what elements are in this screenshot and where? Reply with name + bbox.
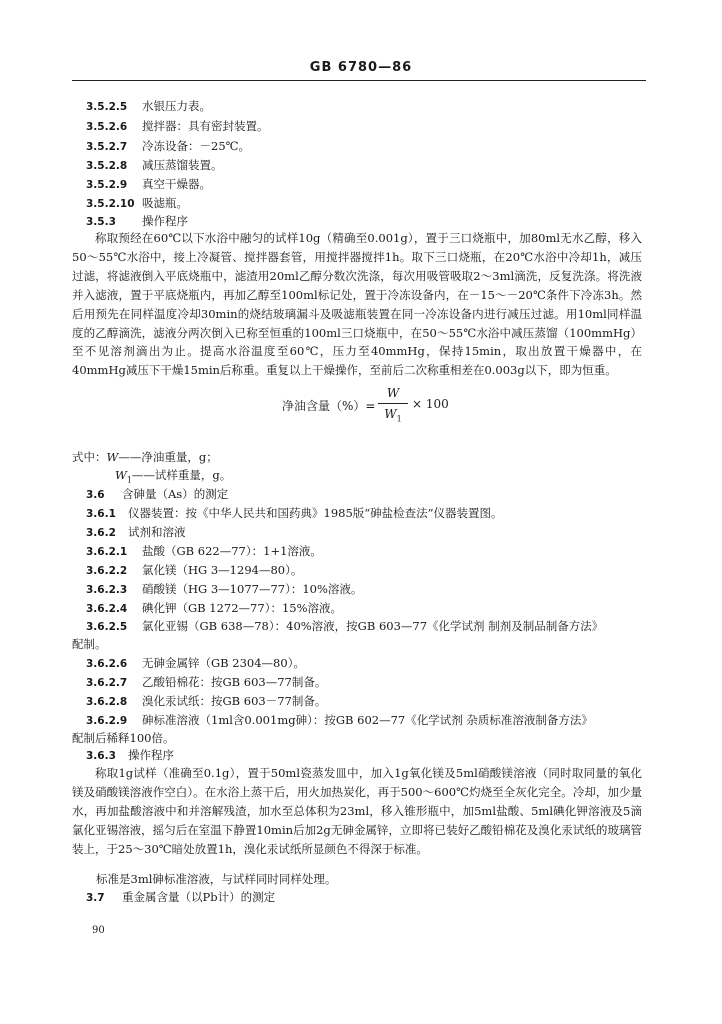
clause-3-5-2-6 (86, 117, 269, 136)
header-rule (72, 80, 646, 81)
clause-text: 氯化亚锡（GB 638—78）：40%溶液，按GB 603—77《化学试剂 制剂及制品制备方法》 (142, 619, 604, 633)
clause-number: 3.6.2.7 (86, 677, 128, 689)
clause-heading: 操作程序 (142, 214, 188, 228)
clause-number: 3.6.2.4 (86, 603, 128, 615)
clause-heading: 重金属含量（以Pb计）的测定 (122, 890, 276, 904)
clause-heading: 含砷量（As）的测定 (122, 487, 229, 501)
procedure-paragraph-353: 称取预经在60℃以下水浴中融匀的试样10g（精确至0.001g），置于三口烧瓶中，加80ml无水乙醇，移入50～55℃水浴中，接上冷凝管、搅拌器套管，用搅拌器搅拌1h。取下三口烧瓶，在20℃水浴中冷却1h，减压过滤，将滤液倒入平底烧瓶中，滤渣用20ml乙醇分数次洗涤，每次用吸管吸取2～3ml滴洗，反复洗涤。将洗液并入滤液，置于平底烧瓶内，再加乙醇至100ml标记处，置于冷冻设备内，在－15～－20℃条件下冷冻3h。然后用预先在同样温度冷却30min的烧结玻璃漏斗及吸滤瓶装置在同一冷冻设备内进行减压过滤。用10ml同样温度的乙醇滴洗，滤液分两次倒入已称至恒重的100ml三口烧瓶中，在50～55℃水浴中减压蒸馏（100mmHg）至不见溶剂滴出为止。提高水浴温度至60℃，压力至40mmHg，保持15min，取出放置干燥器中，在40mmHg减压下干燥15min后称重。重复以上干燥操作，至前后二次称重相差在0.003g以下，即为恒重。 (72, 231, 642, 378)
clause-3-6-2-5-continued: 配制。 (72, 637, 107, 651)
clause-heading: 操作程序 (128, 748, 174, 762)
clause-text: 搅拌器：具有密封装置。 (142, 119, 269, 133)
clause-text: 盐酸（GB 622—77）：1+1溶液。 (142, 544, 322, 558)
clause-number: 3.5.2.7 (86, 141, 128, 153)
clause-3-6-2-8 (86, 692, 326, 711)
clause-text: 真空干燥器。 (142, 177, 211, 191)
denominator-var: W (384, 407, 397, 421)
var-w1-desc: ——试样重量，g。 (131, 468, 232, 482)
clause-text: 减压蒸馏装置。 (142, 158, 223, 172)
page-number: 90 (92, 925, 105, 936)
clause-3-6-2-2 (86, 561, 302, 580)
clause-3-6-2-9 (86, 711, 593, 730)
clause-number: 3.5.2.5 (86, 101, 128, 113)
clause-text: 乙酸铅棉花：按GB 603—77制备。 (142, 675, 327, 689)
clause-number: 3.6.1 (86, 508, 116, 520)
clause-number: 3.6.2.5 (86, 621, 128, 633)
clause-text: 氯化镁（HG 3—1294—80）。 (142, 563, 303, 577)
formula-fraction (378, 385, 408, 422)
clause-number: 3.6.3 (86, 750, 116, 762)
var-w: W (106, 450, 119, 464)
clause-text: 水银压力表。 (142, 99, 211, 113)
clause-text: 砷标准溶液（1ml含0.001mg砷）：按GB 602—77《化学试剂 杂质标准溶液制备方法》 (142, 713, 593, 727)
clause-3-7 (86, 888, 275, 907)
formula-denominator (378, 406, 408, 422)
var-w1: W (115, 468, 127, 482)
clause-number: 3.5.2.10 (86, 198, 135, 210)
clause-3-6-2-3 (86, 580, 362, 599)
formula-rhs: × 100 (412, 397, 449, 411)
fraction-bar (378, 403, 408, 404)
clause-heading: 试剂和溶液 (128, 525, 186, 539)
procedure-paragraph-363: 称取1g试样（准确至0.1g），置于50ml瓷蒸发皿中，加入1g氧化镁及5ml硝酸镁溶液（同时取同量的氧化镁及硝酸镁溶液作空白）。在水浴上蒸干后，用火加热炭化，再于500～600℃灼烧至全灰化完全。冷却，加少量水，再加盐酸溶液中和并溶解残渣，加水至总体积为23ml，移入锥形瓶中，加5ml盐酸、5ml碘化钾溶液及5滴氯化亚锡溶液，摇匀后在室温下静置10min后加2g无砷金属锌，立即将已装好乙酸铅棉花及溴化汞试纸的玻璃管装上，于25～30℃暗处放置1h，溴化汞试纸所显颜色不得深于标准。 (72, 766, 642, 856)
clause-text: 仪器装置：按《中华人民共和国药典》1985版“砷盐检查法”仪器装置图。 (128, 506, 503, 520)
clause-3-5-2-7 (86, 137, 250, 156)
clause-3-6-2 (86, 523, 186, 542)
clause-3-6-2-5 (86, 617, 603, 636)
where-intro: 式中： (72, 450, 107, 464)
clause-number: 3.6.2.6 (86, 658, 128, 670)
clause-3-6-3 (86, 746, 174, 765)
clause-text: 冷冻设备：－25℃。 (142, 139, 250, 153)
var-w-desc: ——净油重量，g； (118, 450, 218, 464)
clause-text: 溴化汞试纸：按GB 603－77制备。 (142, 694, 327, 708)
clause-3-6 (86, 485, 228, 504)
clause-number: 3.6.2 (86, 527, 116, 539)
standard-header: GB 6780—86 (309, 60, 413, 75)
clause-number: 3.5.2.6 (86, 121, 128, 133)
clause-3-5-2-5 (86, 97, 211, 116)
clause-text: 吸滤瓶。 (142, 196, 188, 210)
clause-number: 3.6.2.8 (86, 696, 128, 708)
clause-number: 3.6.2.3 (86, 584, 128, 596)
where-line-1 (72, 448, 218, 466)
clause-3-6-2-9-continued: 配制后稀释100倍。 (72, 731, 175, 745)
clause-text: 硝酸镁（HG 3—1077—77）：10%溶液。 (142, 582, 363, 596)
clause-number: 3.7 (86, 892, 105, 904)
clause-3-5-2-9 (86, 175, 211, 194)
clause-text: 碘化钾（GB 1272—77）：15%溶液。 (142, 601, 343, 615)
formula-lhs: 净油含量（%）= (282, 399, 376, 413)
clause-3-6-1 (86, 504, 503, 523)
clause-number: 3.5.2.8 (86, 160, 128, 172)
formula-numerator: W (386, 386, 400, 400)
clause-3-6-2-7 (86, 673, 326, 692)
clause-number: 3.6.2.9 (86, 715, 128, 727)
clause-3-6-2-4 (86, 599, 342, 618)
clause-number: 3.5.3 (86, 216, 116, 228)
clause-number: 3.6.2.1 (86, 546, 128, 558)
denominator-subscript: 1 (396, 414, 402, 424)
clause-3-6-2-6 (86, 654, 305, 673)
clause-number: 3.5.2.9 (86, 179, 128, 191)
clause-text: 无砷金属锌（GB 2304—80）。 (142, 656, 305, 670)
clause-number: 3.6.2.2 (86, 565, 128, 577)
clause-3-5-2-10 (86, 194, 188, 213)
standard-note: 标准是3ml砷标准溶液，与试样同时同样处理。 (96, 872, 337, 886)
clause-3-6-2-1 (86, 542, 322, 561)
clause-3-5-2-8 (86, 156, 223, 175)
clause-number: 3.6 (86, 489, 105, 501)
var-w1-subscript: 1 (126, 475, 132, 485)
